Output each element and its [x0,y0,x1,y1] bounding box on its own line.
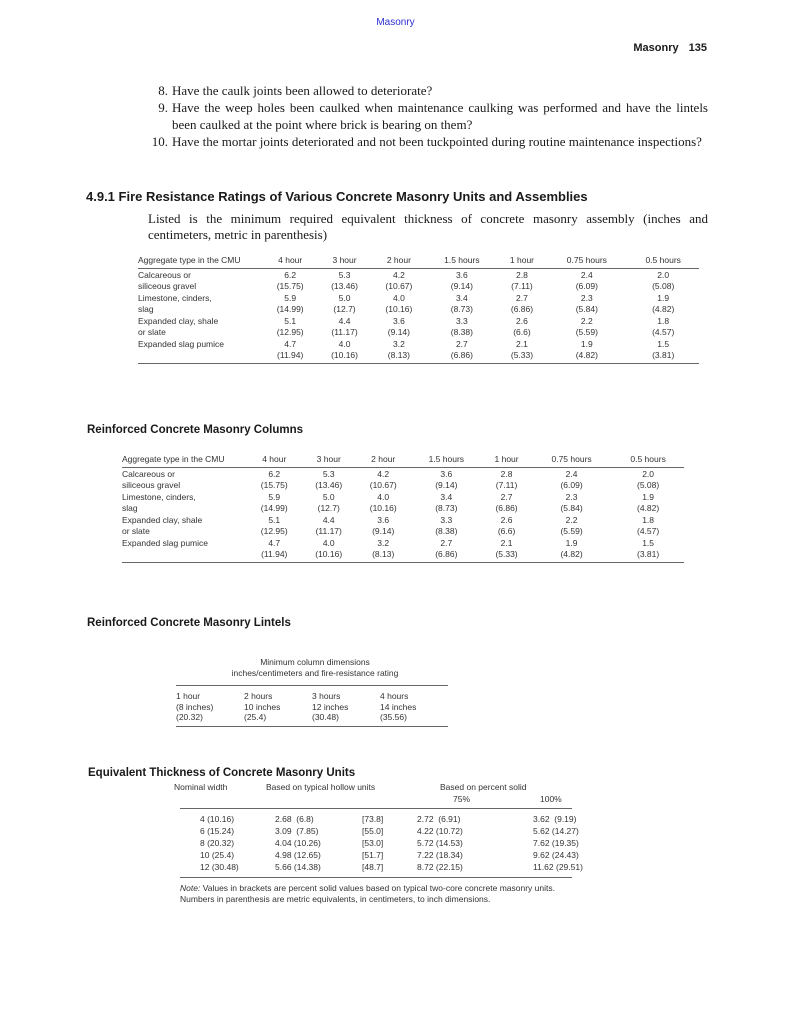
table-row [138,269,699,293]
inch-value: 2.6 [500,515,513,525]
cm-value: (6.09) [560,479,583,490]
cm-value: (5.84) [575,303,598,314]
table-row [138,292,699,315]
table-cell: 2.68 (6.8) [275,814,314,824]
table-cell: 5.72 (14.53) [417,838,463,848]
thickness-cell [317,269,371,293]
min-column-cell [380,691,448,723]
table-row [180,850,579,862]
inch-value: 2.8 [516,270,528,280]
inch-value: 2.6 [516,316,528,326]
inch-value: 2.3 [580,293,593,303]
inch-value: 4.0 [322,538,335,548]
inch-value: 2.8 [500,469,513,479]
note-text: Values in brackets are percent solid values based on typical two-core concrete masonry units. Numbers in parenthesis are metric equivalents, in centimeters, to inch dimensions. [180,883,555,904]
cm-value: (11.17) [331,326,358,337]
thickness-cell [612,537,684,563]
table-cell: 11.62 (29.51) [533,862,583,872]
cm-value: (10.67) [385,280,413,291]
cell-text: 3 hours [312,691,341,701]
item-text: Have the weep holes been caulked when maintenance caulking was performed and have the lintels been caulked at the point where brick is bearing on them? [172,100,708,132]
cm-value: (4.82) [575,349,598,360]
table-row [122,514,684,537]
cell-text: 14 inches [380,701,417,712]
inch-value: 2.1 [516,339,528,349]
column-header: Nominal width [174,782,228,792]
cm-value: (6.09) [575,280,598,291]
table-row [138,315,699,338]
inch-value: 3.6 [392,316,405,326]
aggregate-type-text: slag [138,303,154,314]
aggregate-type-text: slag [122,502,138,513]
aggregate-type-text: Limestone, cinders, [138,293,212,303]
cm-value: (13.46) [315,479,343,490]
table-cell: 4.04 (10.26) [275,838,321,848]
thickness-cell [627,292,699,315]
column-header: 100% [540,794,562,804]
aggregate-type-text: Expanded clay, shale [138,316,219,326]
table-cell: 8.72 (22.15) [417,862,463,872]
thickness-cell [612,468,684,492]
table-cell: [55.0] [362,826,384,836]
table-cell: 7.22 (18.34) [417,850,463,860]
column-header: 2 hour [356,452,410,468]
inch-value: 2.7 [500,492,513,502]
cm-value: (9.14) [435,479,458,490]
cm-value: (9.14) [372,525,395,536]
item-text: Have the caulk joints been allowed to deteriorate? [172,83,433,98]
cm-value: (6.86) [495,502,518,513]
inch-value: 1.9 [580,339,593,349]
thickness-cell [317,315,371,338]
thickness-cell [426,269,498,293]
cell-text: 1 hour [176,691,201,701]
inch-value: 5.3 [338,270,351,280]
thickness-cell [612,514,684,537]
cm-value: (10.16) [315,548,343,559]
table-row [122,468,684,492]
inch-value: 5.1 [268,515,281,525]
list-item [142,82,708,99]
lintels-heading: Reinforced Concrete Masonry Lintels [87,617,291,629]
thickness-cell [263,269,317,293]
inch-value: 3.2 [392,339,405,349]
inch-value: 2.7 [440,538,453,548]
cell-text: 2 hours [244,691,273,701]
inch-value: 5.9 [268,492,281,502]
thickness-cell [498,315,547,338]
cm-value: (5.84) [560,502,583,513]
aggregate-type-cell [138,292,263,315]
cm-value: (5.59) [560,525,583,536]
inch-value: 3.4 [455,293,468,303]
inch-value: 3.6 [455,270,468,280]
cm-value: (11.94) [261,548,288,559]
column-header: 2 hour [372,253,426,269]
min-column-cell [176,691,244,723]
thickness-cell [498,338,547,364]
inch-value: 4.4 [322,515,335,525]
table-cell: 9.62 (24.43) [533,850,579,860]
cm-value: (15.75) [260,479,288,490]
cm-value: (13.46) [331,280,358,291]
columns-heading: Reinforced Concrete Masonry Columns [87,424,303,436]
inch-value: 4.7 [268,538,281,548]
columns-rating-table [122,452,684,563]
table-cell: [51.7] [362,850,384,860]
column-header: 0.75 hours [531,452,612,468]
thickness-cell [410,468,482,492]
thickness-cell [317,338,371,364]
thickness-cell [301,514,355,537]
aggregate-type-text: Expanded slag pumice [122,538,209,548]
thickness-cell [372,292,426,315]
cm-value: (4.82) [560,548,583,559]
item-number: 9. [158,100,168,115]
inch-value: 2.7 [516,293,528,303]
thickness-cell [301,468,355,492]
cm-value: (12.7) [317,502,340,513]
inch-value: 3.3 [455,316,468,326]
aggregate-type-cell [122,537,247,563]
cm-value: (5.08) [652,280,675,291]
table-cell: [73.8] [362,814,384,824]
table-header-row [122,452,684,468]
thickness-cell [247,537,301,563]
cm-value: (5.08) [636,479,660,490]
column-header: 0.75 hours [546,253,627,269]
page-header [633,42,707,54]
thickness-cell [426,292,498,315]
thickness-cell [531,491,612,514]
column-header: 1.5 hours [410,452,482,468]
cm-value: (8.38) [450,326,473,337]
cell-text: (20.32) [176,712,203,722]
thickness-cell [247,514,301,537]
thickness-cell [627,338,699,364]
inch-value: 1.5 [657,339,670,349]
cell-text: (8 inches) [176,701,214,712]
table-cell: 4.98 (12.65) [275,850,321,860]
cm-value: (6.86) [450,349,473,360]
cell-text: (30.48) [312,712,339,722]
thickness-cell [247,491,301,514]
cm-value: (8.38) [435,525,458,536]
thickness-cell [546,269,627,293]
table-cell: [53.0] [362,838,384,848]
inch-value: 5.0 [322,492,335,502]
thickness-cell [263,315,317,338]
table-caption: Minimum column dimensions [260,657,370,667]
table-cell: 4.22 (10.72) [417,826,463,836]
aggregate-type-text: Calcareous or [138,270,191,280]
thickness-cell [356,514,410,537]
thickness-cell [531,514,612,537]
thickness-cell [301,537,355,563]
thickness-cell [356,537,410,563]
cm-value: (3.81) [652,349,675,360]
inch-value: 4.0 [377,492,390,502]
inch-value: 2.7 [455,339,468,349]
cm-value: (8.13) [387,349,410,360]
aggregate-type-text: Calcareous or [122,469,175,479]
cm-value: (6.86) [435,548,458,559]
aggregate-type-text: or slate [138,326,166,337]
inch-value: 2.3 [565,492,578,502]
column-header: 4 hour [247,452,301,468]
cell-text: 4 hours [380,691,409,701]
section-intro: Listed is the minimum required equivalent thickness of concrete masonry assembly (inches and centimeters, metric in parenthesis) [148,211,708,242]
cm-value: (4.57) [652,326,675,337]
cm-value: (12.7) [333,303,356,314]
thickness-cell [627,315,699,338]
table-cell: 12 (30.48) [200,862,239,872]
thickness-cell [263,338,317,364]
inch-value: 1.9 [565,538,578,548]
thickness-cell [410,537,482,563]
cm-value: (14.99) [260,502,288,513]
inch-value: 5.0 [338,293,351,303]
thickness-cell [546,338,627,364]
aggregate-type-cell [122,514,247,537]
table-row [180,862,583,874]
table-row [138,338,699,364]
inch-value: 3.6 [377,515,390,525]
cm-value: (3.81) [636,548,660,559]
note-label: Note: [180,883,201,893]
section-heading: 4.9.1 Fire Resistance Ratings of Various Concrete Masonry Units and Assemblies [86,189,588,204]
inch-value: 5.1 [284,316,297,326]
equivalent-thickness-table [174,782,583,905]
column-header: 4 hour [263,253,317,269]
cm-value: (8.13) [372,548,395,559]
aggregate-type-text: Limestone, cinders, [122,492,196,502]
inch-value: 3.6 [440,469,453,479]
equivalent-thickness-heading: Equivalent Thickness of Concrete Masonry Units [88,767,356,779]
cm-value: (7.11) [495,479,518,490]
thickness-cell [546,315,627,338]
cm-value: (10.16) [385,303,413,314]
thickness-cell [498,269,547,293]
aggregate-type-text: siliceous gravel [122,479,181,490]
thickness-cell [410,514,482,537]
table-cell: 3.62 (9.19) [533,814,577,824]
column-header: 0.5 hours [612,452,684,468]
thickness-cell [482,514,531,537]
min-column-cell [244,691,312,723]
thickness-cell [482,468,531,492]
table-header [174,782,572,809]
thickness-cell [546,292,627,315]
inch-value: 4.0 [338,339,351,349]
inch-value: 1.9 [657,293,670,303]
inch-value: 1.5 [642,538,655,548]
inch-value: 1.9 [642,492,655,502]
column-header: Aggregate type in the CMU [138,253,263,269]
thickness-cell [482,537,531,563]
table-row [180,838,579,850]
cm-value: (4.82) [636,502,660,513]
inch-value: 3.2 [377,538,390,548]
thickness-cell [301,491,355,514]
item-text: Have the mortar joints deteriorated and not been tuckpointed during routine maintenance inspections? [172,134,702,149]
inspection-questions [142,82,708,150]
cm-value: (12.95) [276,326,304,337]
cm-value: (8.73) [435,502,458,513]
thickness-cell [372,338,426,364]
aggregate-type-cell [122,491,247,514]
thickness-cell [531,537,612,563]
table-cell: 7.62 (19.35) [533,838,579,848]
thickness-cell [356,468,410,492]
list-item [142,99,708,133]
table-cell: 3.09 (7.85) [275,826,319,836]
aggregate-type-cell [138,338,263,364]
aggregate-type-text: Expanded clay, shale [122,515,203,525]
cm-value: (15.75) [276,280,304,291]
table-caption: inches/centimeters and fire-resistance rating [231,667,399,678]
thickness-cell [372,269,426,293]
aggregate-type-text: Expanded slag pumice [138,339,225,349]
aggregate-type-cell [138,315,263,338]
table-row [180,826,579,838]
cm-value: (9.14) [387,326,410,337]
table-cell: 5.62 (14.27) [533,826,579,836]
inch-value: 2.2 [580,316,593,326]
thickness-cell [410,491,482,514]
cm-value: (5.33) [495,548,518,559]
list-item [142,133,708,150]
chapter-title: Masonry [633,42,679,54]
running-header-link[interactable]: Masonry [376,17,415,28]
cell-text: 12 inches [312,701,349,712]
cm-value: (5.33) [510,349,534,360]
cm-value: (12.95) [260,525,288,536]
inch-value: 1.8 [657,316,670,326]
min-column-cell [312,691,380,723]
column-header: 1 hour [482,452,531,468]
inch-value: 1.8 [642,515,655,525]
table-cell: 4 (10.16) [200,814,235,824]
table-row [122,537,684,563]
thickness-cell [612,491,684,514]
cm-value: (7.11) [511,280,533,291]
table-cell: 2.72 (6.91) [417,814,461,824]
table-cell: 5.66 (14.38) [275,862,321,872]
table-note [180,883,572,905]
aggregate-type-text: siliceous gravel [138,280,197,291]
inch-value: 2.1 [500,538,513,548]
cm-value: (10.67) [369,479,397,490]
column-header: 75% [453,794,471,804]
inch-value: 6.2 [268,469,281,479]
cm-value: (11.94) [277,349,304,360]
cm-value: (14.99) [276,303,304,314]
inch-value: 2.4 [565,469,578,479]
thickness-cell [531,468,612,492]
inch-value: 6.2 [284,270,297,280]
thickness-cell [247,468,301,492]
fire-rating-table [138,253,699,364]
page-number: 135 [688,42,707,54]
inch-value: 3.3 [440,515,453,525]
cm-value: (9.14) [450,280,473,291]
inch-value: 3.4 [440,492,453,502]
cell-text: (35.56) [380,712,407,722]
thickness-cell [627,269,699,293]
table-cell: 8 (20.32) [200,838,235,848]
cm-value: (11.17) [315,525,342,536]
cm-value: (10.16) [331,349,358,360]
thickness-cell [263,292,317,315]
table-cell: [48.7] [362,862,384,872]
cm-value: (10.16) [369,502,397,513]
column-header: Aggregate type in the CMU [122,452,247,468]
table-row [180,814,577,826]
column-header: 1.5 hours [426,253,498,269]
aggregate-type-cell [138,269,263,293]
column-header: 1 hour [498,253,547,269]
cm-value: (6.6) [497,525,516,536]
column-header: 0.5 hours [627,253,699,269]
cm-value: (8.73) [450,303,473,314]
inch-value: 2.0 [642,469,655,479]
table-header-row [138,253,699,269]
table-cell: 10 (25.4) [200,850,235,860]
cm-value: (4.82) [652,303,675,314]
column-header: 3 hour [301,452,355,468]
cell-text: (25.4) [244,712,267,722]
thickness-cell [356,491,410,514]
inch-value: 4.4 [338,316,351,326]
column-header: 3 hour [317,253,371,269]
item-number: 10. [151,134,168,149]
thickness-cell [426,338,498,364]
thickness-cell [317,292,371,315]
table-cell: 6 (15.24) [200,826,235,836]
inch-value: 4.2 [377,469,390,479]
inch-value: 4.2 [392,270,405,280]
cm-value: (6.86) [510,303,534,314]
cm-value: (4.57) [636,525,660,536]
inch-value: 2.0 [657,270,670,280]
inch-value: 5.9 [284,293,297,303]
column-header: Based on typical hollow units [266,782,376,792]
column-header: Based on percent solid [440,782,527,792]
table-row [176,686,448,727]
thickness-cell [426,315,498,338]
thickness-cell [498,292,547,315]
cm-value: (6.6) [513,326,531,337]
table-row [122,491,684,514]
inch-value: 2.4 [580,270,593,280]
aggregate-type-cell [122,468,247,492]
inch-value: 2.2 [565,515,578,525]
aggregate-type-text: or slate [122,525,150,536]
inch-value: 5.3 [322,469,335,479]
inch-value: 4.7 [284,339,297,349]
thickness-cell [482,491,531,514]
min-column-table [176,657,448,727]
cell-text: 10 inches [244,701,281,712]
item-number: 8. [158,83,168,98]
thickness-cell [372,315,426,338]
cm-value: (5.59) [575,326,598,337]
inch-value: 4.0 [392,293,405,303]
